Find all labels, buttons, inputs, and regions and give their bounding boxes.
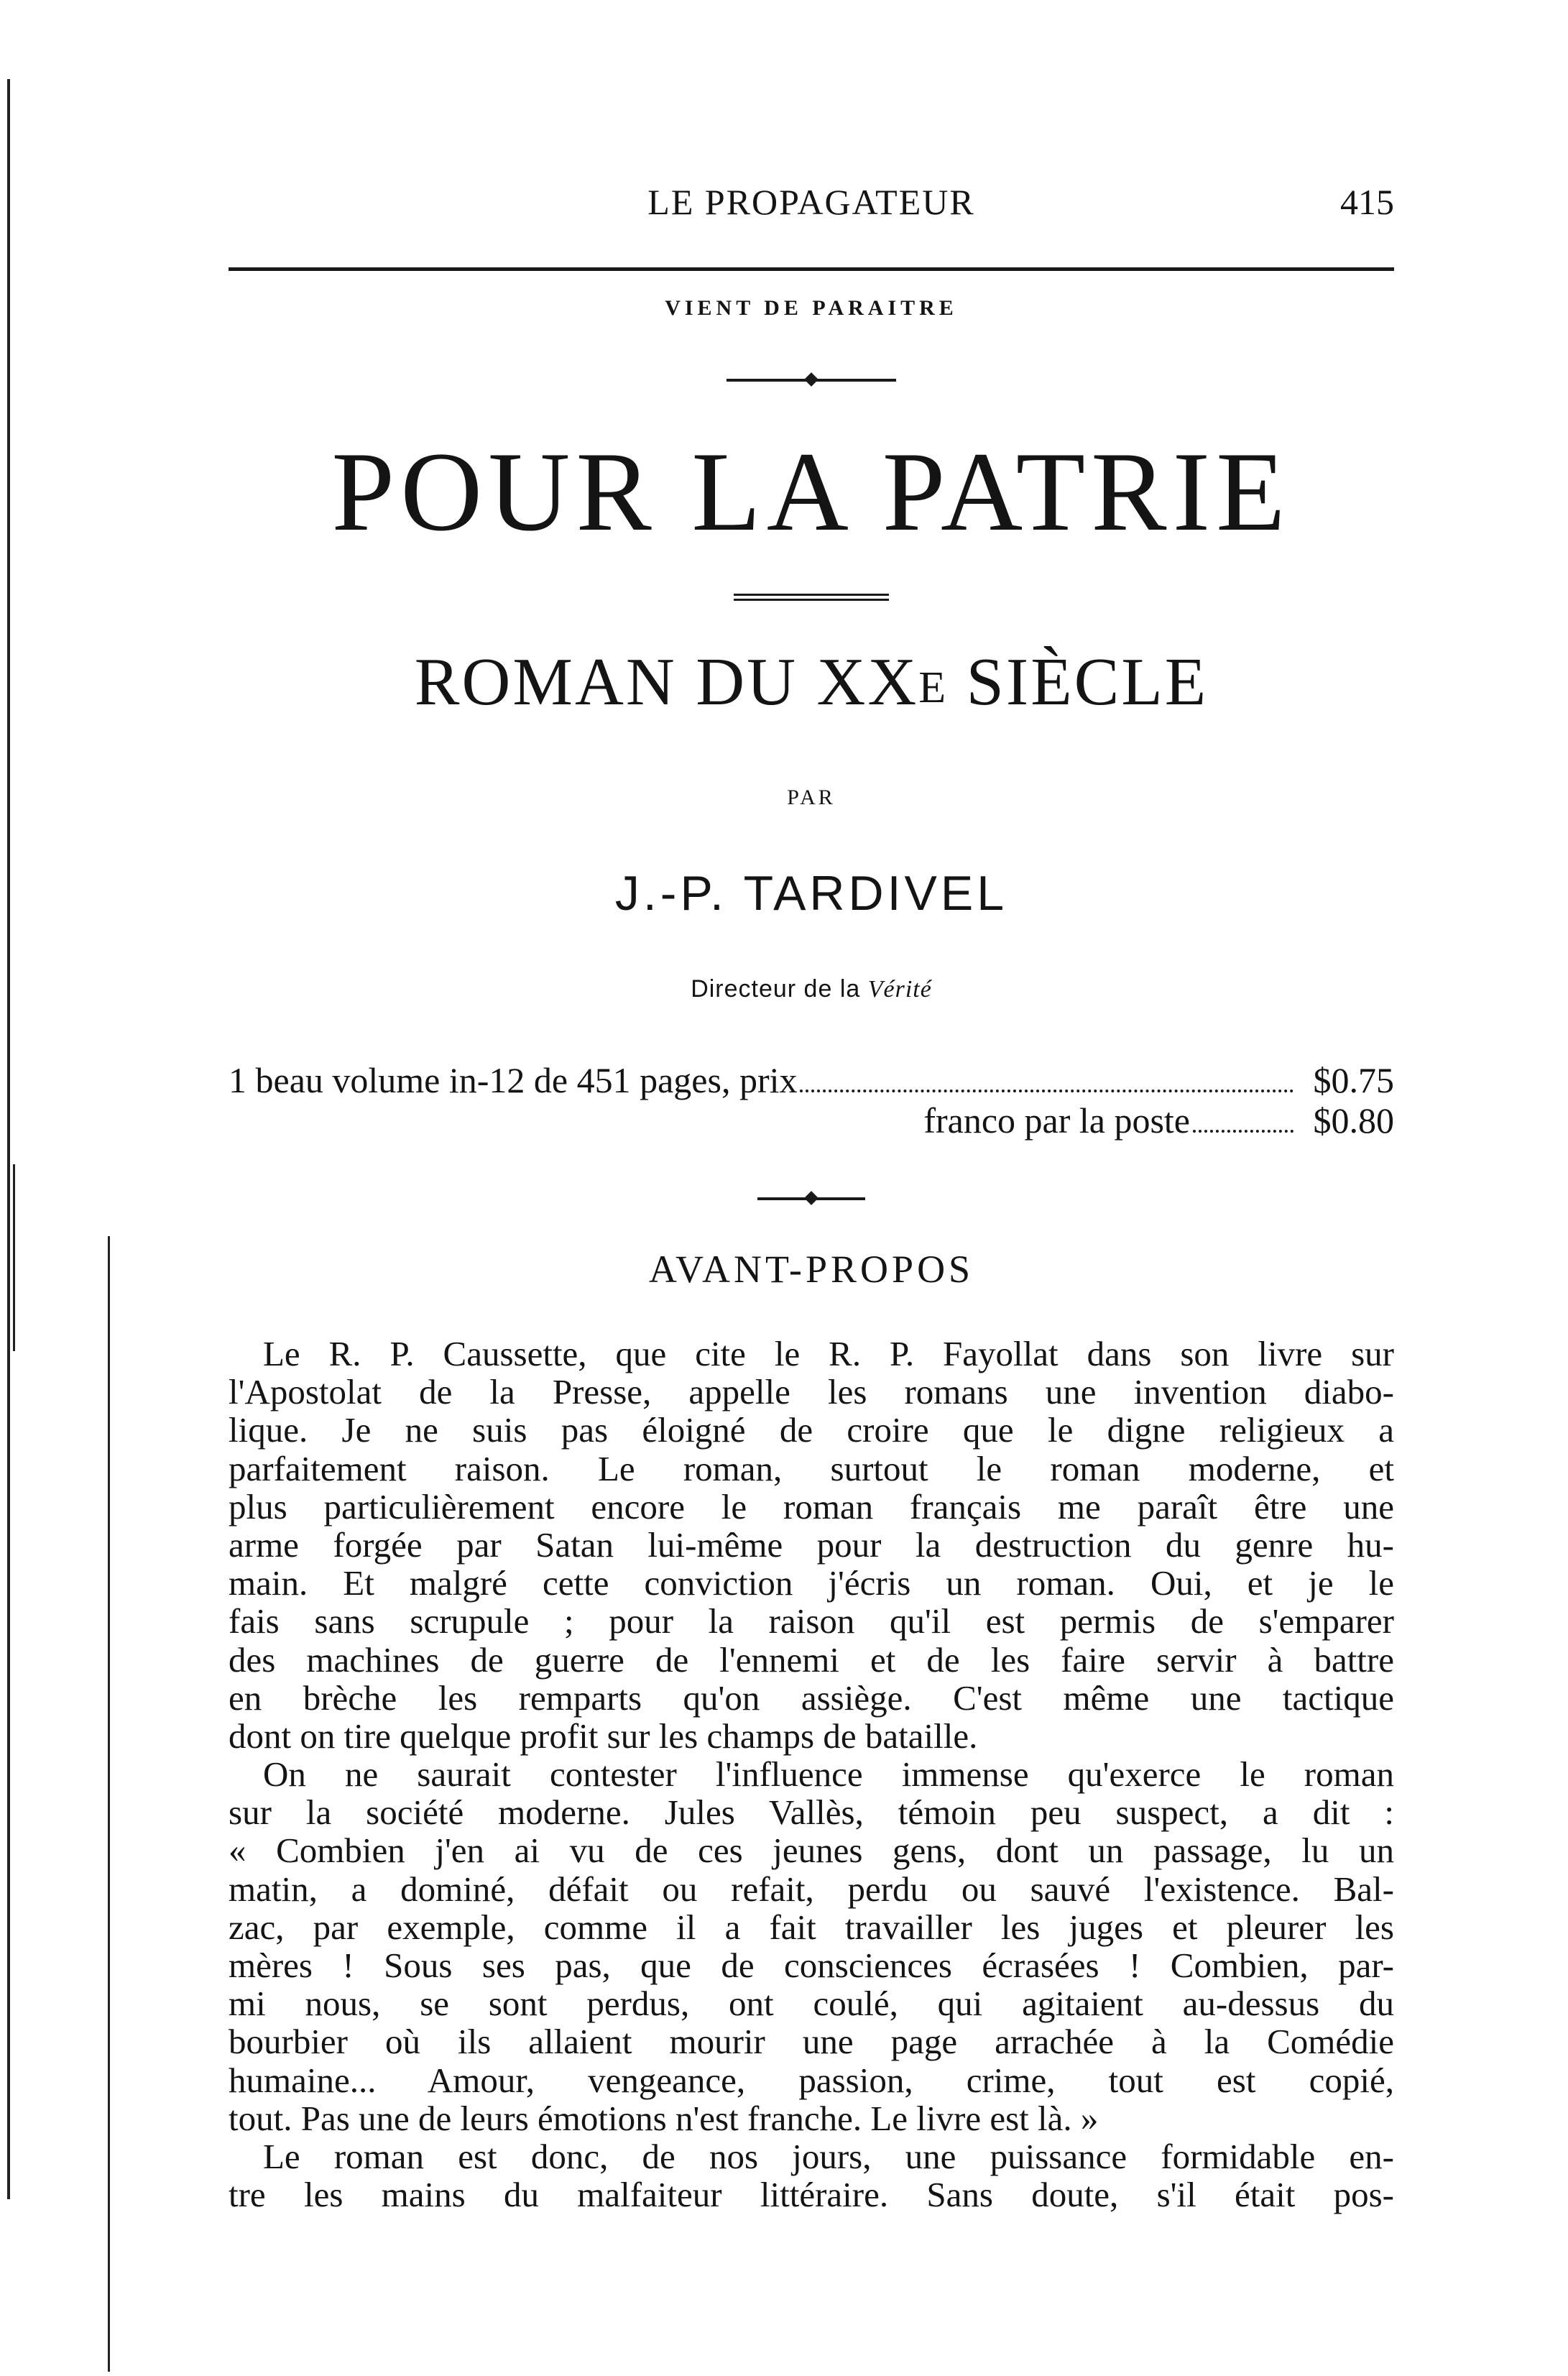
scan-edge-line: [13, 1164, 15, 1351]
ornament-divider: [757, 1197, 865, 1200]
page-number: 415: [1340, 182, 1394, 222]
scan-edge-line: [108, 1236, 110, 2372]
text-line: bourbier où ils allaient mourir une page arrachée à la Comédie: [229, 2022, 1394, 2062]
header-rule: [229, 267, 1394, 271]
text-line: Le roman est donc, de nos jours, une puissance formidable en-: [263, 2136, 1394, 2176]
double-rule-divider: [734, 594, 889, 601]
text-line: On ne saurait contester l'influence immense qu'exerce le roman: [263, 1754, 1394, 1795]
text-line: matin, a dominé, défait ou refait, perdu ou sauvé l'existence. Bal-: [229, 1869, 1394, 1909]
ornament-divider: [727, 379, 896, 382]
author-role-prefix: Directeur de la: [691, 975, 868, 1003]
subtitle-superscript: E: [918, 663, 948, 712]
text-line: en brèche les remparts qu'on assiège. C'est même une tactique: [229, 1677, 1394, 1718]
text-line: main. Et malgré cette conviction j'écris un roman. Oui, et je le: [229, 1563, 1394, 1603]
announcement: VIENT DE PARAITRE: [665, 296, 958, 320]
text-line: fais sans scrupule ; pour la raison qu'il est permis de s'emparer: [229, 1601, 1394, 1641]
price-row-postage: [229, 1100, 1394, 1141]
author-role-journal: Vérité: [867, 976, 932, 1003]
price-amount: $0.75: [1313, 1060, 1394, 1100]
text-line: des machines de guerre de l'ennemi et de les faire servir à battre: [229, 1639, 1394, 1680]
book-subtitle: [229, 643, 1394, 722]
dot-leader: [800, 1090, 1293, 1092]
scan-edge-line: [7, 79, 10, 2199]
price-row-volume: [229, 1060, 1394, 1100]
subtitle-main: ROMAN DU XX: [414, 645, 919, 719]
text-line: arme forgée par Satan lui-même pour la destruction du genre hu-: [229, 1524, 1394, 1565]
dot-leader: [1193, 1130, 1293, 1133]
text-line: sur la société moderne. Jules Vallès, témoin peu suspect, a dit :: [229, 1792, 1394, 1833]
text-line: « Combien j'en ai vu de ces jeunes gens, dont un passage, lu un: [229, 1831, 1394, 1871]
price-description: 1 beau volume in-12 de 451 pages, prix: [229, 1060, 798, 1100]
text-line: mi nous, se sont perdus, ont coulé, qui agitaient au-dessus du: [229, 1984, 1394, 2024]
text-line: humaine... Amour, vengeance, passion, crime, tout est copié,: [229, 2060, 1394, 2100]
author-role: [229, 975, 1394, 1003]
price-description: franco par la poste: [923, 1100, 1190, 1141]
text-line: zac, par exemple, comme il a fait travailler les juges et pleurer les: [229, 1907, 1394, 1947]
text-line: Le R. P. Caussette, que cite le R. P. Fayollat dans son livre sur: [263, 1334, 1394, 1373]
text-line: mères ! Sous ses pas, que de consciences écrasées ! Combien, par-: [229, 1946, 1394, 1985]
text-line: l'Apostolat de la Presse, appelle les romans une invention diabo-: [229, 1372, 1394, 1412]
book-title: POUR LA PATRIE: [331, 429, 1291, 555]
text-line: tout. Pas une de leurs émotions n'est franche. Le livre est là. »: [229, 2098, 1099, 2138]
running-head: [229, 181, 1394, 231]
running-title: LE PROPAGATEUR: [647, 182, 975, 222]
text-line: dont on tire quelque profit sur les champs de bataille.: [229, 1716, 978, 1756]
text-line: parfaitement raison. Le roman, surtout le roman moderne, et: [229, 1448, 1394, 1488]
author-name: J.-P. TARDIVEL: [614, 866, 1008, 921]
section-title: AVANT-PROPOS: [648, 1248, 974, 1291]
text-line: tre les mains du malfaiteur littéraire. Sans doute, s'il était pos-: [229, 2175, 1394, 2215]
price-amount: $0.80: [1313, 1100, 1394, 1141]
text-line: plus particulièrement encore le roman français me paraît être une: [229, 1486, 1394, 1527]
text-line: lique. Je ne suis pas éloigné de croire que le digne religieux a: [229, 1410, 1394, 1450]
body-text: [229, 1335, 1394, 2214]
by-label: PAR: [787, 786, 836, 809]
subtitle-end: SIÈCLE: [947, 645, 1209, 719]
